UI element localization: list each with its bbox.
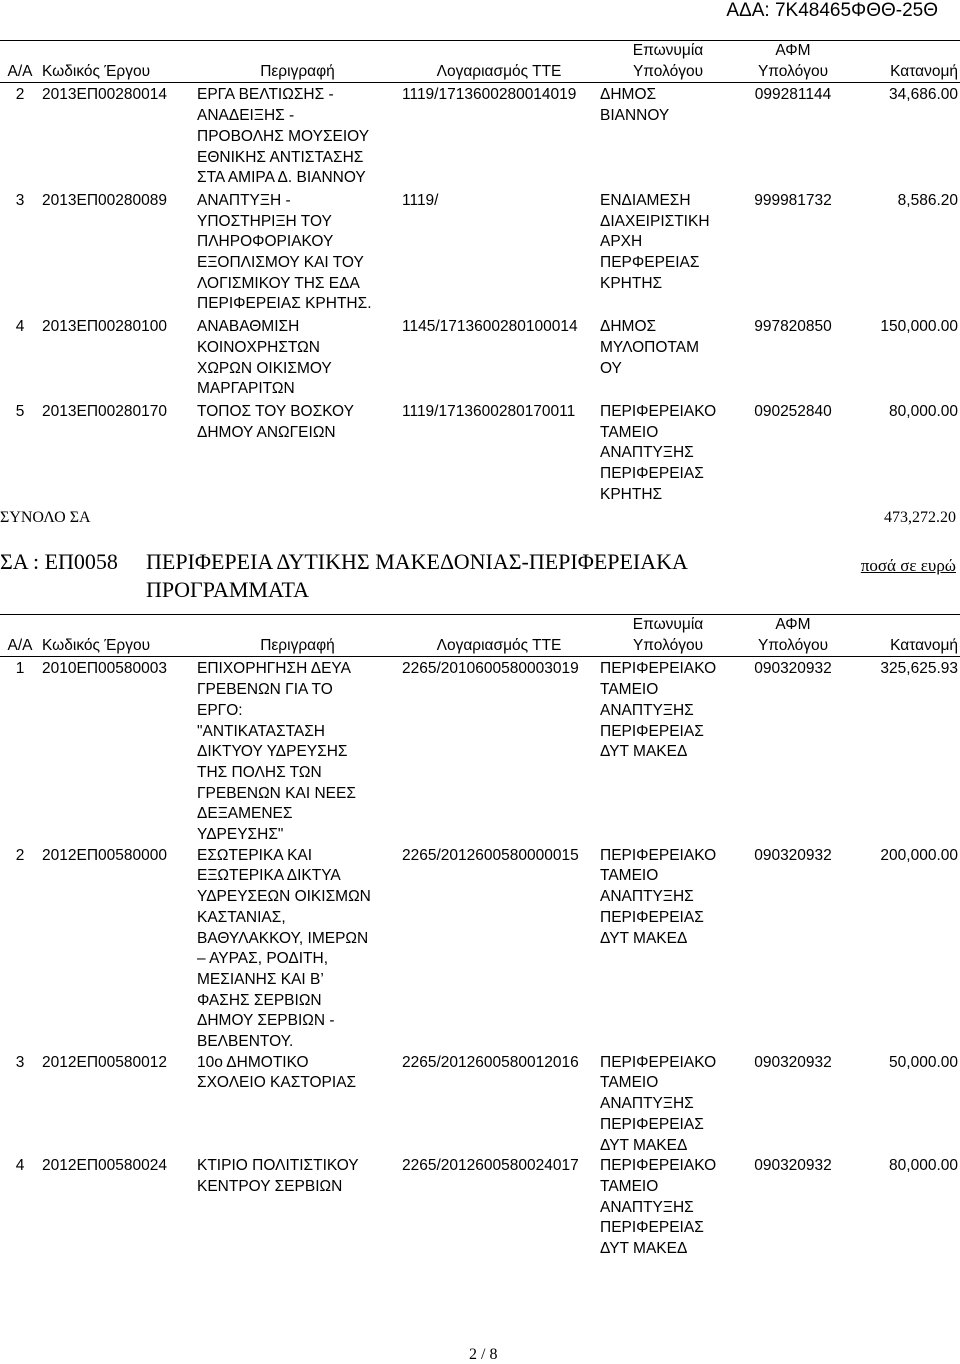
col-afm-line1: ΑΦΜ <box>775 616 811 633</box>
accountable-name-line: ΠΕΡΙΦΕΡΕΙΑΚΟ <box>600 402 717 420</box>
accountable-name-line: ΠΕΡΙΦΕΡΕΙΑΣ <box>600 1115 704 1133</box>
accountable-name-line: ΠΕΡΙΦΕΡΕΙΑΣ <box>600 465 704 483</box>
accountable-afm: 099281144 <box>754 86 832 104</box>
project-description <box>195 1156 400 1260</box>
project-description-line: ΕΣΩΤΕΡΙΚΑ ΚΑΙ <box>197 846 313 864</box>
project-description-line: ΜΑΡΓΑΡΙΤΩΝ <box>197 380 295 398</box>
table-row <box>0 402 960 508</box>
col-aa: Α/Α <box>0 41 40 83</box>
project-description-line: ΕΡΓΑ ΒΕΛΤΙΩΣΗΣ - <box>197 86 334 104</box>
accountable-afm: 997820850 <box>754 318 832 336</box>
accountable-name <box>598 846 738 1053</box>
project-description-line: ΚΕΝΤΡΟΥ ΣΕΡΒΙΩΝ <box>197 1177 343 1195</box>
accountable-name <box>598 191 738 317</box>
project-description-line: ΣΧΟΛΕΙΟ ΚΑΣΤΟΡΙΑΣ <box>197 1074 357 1092</box>
accountable-name-line: ΤΑΜΕΙΟ <box>600 867 659 885</box>
row-number: 3 <box>15 1053 25 1071</box>
row-number: 5 <box>15 402 25 420</box>
col-account: Λογαριασμός ΤΤΕ <box>400 41 598 83</box>
accountable-name-line: ΔΙΑΧΕΙΡΙΣΤΙΚΗ <box>600 212 710 230</box>
accountable-name-line: ΟΥ <box>600 359 622 377</box>
accountable-name-line: ΠΕΡΙΦΕΡΕΙΑΚΟ <box>600 660 717 678</box>
total-label: ΣΥΝΟΛΟ ΣΑ <box>0 509 91 526</box>
project-code: 2013ΕΠ00280014 <box>42 86 167 104</box>
ada-code: ΑΔΑ: 7Κ48465ΦΘΘ-25Θ <box>726 0 938 21</box>
project-description-line: ΜΕΣΙΑΝΗΣ ΚΑΙ Β’ <box>197 970 324 988</box>
col-amount: Κατανομή <box>848 41 960 83</box>
project-description <box>195 402 400 508</box>
project-description-line: ΓΡΕΒΕΝΩΝ ΚΑΙ ΝΕΕΣ <box>197 784 356 802</box>
project-description-line: ΕΘΝΙΚΗΣ ΑΝΤΙΣΤΑΣΗΣ <box>197 148 364 166</box>
row-number: 3 <box>15 191 25 209</box>
accountable-name-line: ΠΕΡΙΦΕΡΕΙΑΚΟ <box>600 846 717 864</box>
total-row <box>0 509 960 531</box>
accountable-name-line: ΔΥΤ ΜΑΚΕΔ <box>600 1136 688 1154</box>
project-description-line: ΛΟΓΙΣΜΙΚΟΥ ΤΗΣ ΕΔΑ <box>197 274 360 292</box>
col-name-line1: Επωνυμία <box>632 616 704 633</box>
accountable-name <box>598 402 738 508</box>
accountable-name-line: ΑΝΑΠΤΥΞΗΣ <box>600 701 694 719</box>
accountable-name-line: ΠΕΡΦΕΡΕΙΑΣ <box>600 254 700 272</box>
accountable-name-line: ΑΝΑΠΤΥΞΗΣ <box>600 1095 694 1113</box>
accountable-name-line: ΠΕΡΙΦΕΡΕΙΑΚΟ <box>600 1053 717 1071</box>
accountable-name-line: ΜΥΛΟΠΟΤΑΜ <box>600 338 700 356</box>
row-number: 2 <box>15 86 25 104</box>
project-description-line: ΔΗΜΟΥ ΣΕΡΒΙΩΝ - <box>197 1012 335 1030</box>
project-description-line: ΑΝΑΔΕΙΞΗΣ - <box>197 107 295 125</box>
accountable-name <box>598 83 738 191</box>
accountable-afm: 090252840 <box>754 402 832 420</box>
col-afm-line2: Υπολόγου <box>757 636 829 654</box>
table-row <box>0 191 960 317</box>
accountable-name <box>598 1053 738 1157</box>
accountable-name-line: ΑΝΑΠΤΥΞΗΣ <box>600 888 694 906</box>
projects-table-2 <box>0 614 960 1260</box>
allocation-amount: 80,000.00 <box>889 1157 958 1175</box>
project-description-line: – ΑΥΡΑΣ, ΡΟΔΙΤΗ, <box>197 950 329 968</box>
project-description-line: ΕΞΩΤΕΡΙΚΑ ΔΙΚΤΥΑ <box>197 867 341 885</box>
project-description-line: ΥΠΟΣΤΗΡΙΞΗ ΤΟΥ <box>197 212 332 230</box>
project-description <box>195 191 400 317</box>
project-description-line: ΚΤΙΡΙΟ ΠΟΛΙΤΙΣΤΙΚΟΥ <box>197 1157 359 1175</box>
project-code: 2010ΕΠ00580003 <box>42 660 167 678</box>
row-number: 4 <box>15 318 25 336</box>
project-description-line: ΚΟΙΝΟΧΡΗΣΤΩΝ <box>197 338 320 356</box>
project-description-line: ΕΡΓΟ: <box>197 701 243 719</box>
col-code: Κωδικός Έργου <box>40 615 195 657</box>
project-description-line: ΦΑΣΗΣ ΣΕΡΒΙΩΝ <box>197 991 322 1009</box>
col-name <box>598 41 738 83</box>
allocation-amount: 80,000.00 <box>889 402 958 420</box>
project-description-line: ΧΩΡΩΝ ΟΙΚΙΣΜΟΥ <box>197 359 332 377</box>
accountable-afm: 090320932 <box>754 1157 832 1175</box>
project-description-line: ΒΕΛΒΕΝΤΟΥ. <box>197 1033 294 1051</box>
table-row <box>0 1053 960 1157</box>
accountable-name <box>598 317 738 402</box>
project-description-line: ΔΕΞΑΜΕΝΕΣ <box>197 805 293 823</box>
project-description-line: ΥΔΡΕΥΣΕΩΝ ΟΙΚΙΣΜΩΝ <box>197 888 371 906</box>
project-description-line: ΠΕΡΙΦΕΡΕΙΑΣ ΚΡΗΤΗΣ. <box>197 295 372 313</box>
project-description-line: ΑΝΑΠΤΥΞΗ - <box>197 191 291 209</box>
accountable-name-line: ΔΥΤ ΜΑΚΕΔ <box>600 929 688 947</box>
accountable-name-line: ΚΡΗΤΗΣ <box>600 485 663 503</box>
accountable-name-line: ΑΝΑΠΤΥΞΗΣ <box>600 1198 694 1216</box>
project-description-line: ΒΑΘΥΛΑΚΚΟΥ, ΙΜΕΡΩΝ <box>197 929 369 947</box>
page-separator: / <box>481 1346 486 1363</box>
project-description <box>195 657 400 846</box>
project-description <box>195 1053 400 1157</box>
amount-unit-note: ποσά σε ευρώ <box>860 556 956 575</box>
accountable-name-line: ΒΙΑΝΝΟΥ <box>600 107 670 125</box>
project-description-line: ΓΡΕΒΕΝΩΝ ΓΙΑ ΤΟ <box>197 681 333 699</box>
col-amount: Κατανομή <box>848 615 960 657</box>
section-code: ΣΑ : ΕΠ0058 <box>0 549 118 574</box>
project-description <box>195 83 400 191</box>
tte-account: 1119/1713600280014019 <box>402 86 577 104</box>
project-code: 2012ΕΠ00580000 <box>42 846 167 864</box>
accountable-name-line: ΠΕΡΙΦΕΡΕΙΑΣ <box>600 722 704 740</box>
project-description <box>195 846 400 1053</box>
project-description-line: "ΑΝΤΙΚΑΤΑΣΤΑΣΗ <box>197 722 326 740</box>
accountable-name-line: ΚΡΗΤΗΣ <box>600 274 663 292</box>
project-description-line: ΤΗΣ ΠΟΛΗΣ ΤΩΝ <box>197 763 322 781</box>
page-number <box>469 1346 497 1364</box>
col-name-line1: Επωνυμία <box>632 42 704 59</box>
project-description-line: ΚΑΣΤΑΝΙΑΣ, <box>197 908 286 926</box>
accountable-name-line: ΔΥΤ ΜΑΚΕΔ <box>600 1240 688 1258</box>
section-name: ΠΕΡΙΦΕΡΕΙΑ ΔΥΤΙΚΗΣ ΜΑΚΕΔΟΝΙΑΣ-ΠΕΡΙΦΕΡΕΙΑΚΑ ΠΡΟΓΡΑΜΜΑΤΑ <box>146 549 687 602</box>
col-name-line2: Υπολόγου <box>632 636 704 654</box>
accountable-name-line: ΤΑΜΕΙΟ <box>600 681 659 699</box>
col-afm-line1: ΑΦΜ <box>775 42 811 59</box>
accountable-name-line: ΔΥΤ ΜΑΚΕΔ <box>600 743 688 761</box>
tte-account: 2265/2012600580012016 <box>402 1053 579 1071</box>
accountable-name-line: ΠΕΡΙΦΕΡΕΙΑΣ <box>600 1219 704 1237</box>
col-afm <box>738 41 848 83</box>
project-description-line: ΔΙΚΤΥΟΥ ΥΔΡΕΥΣΗΣ <box>197 743 348 761</box>
project-description-line: ΠΛΗΡΟΦΟΡΙΑΚΟΥ <box>197 233 334 251</box>
project-description-line: ΔΗΜΟΥ ΑΝΩΓΕΙΩΝ <box>197 423 336 441</box>
accountable-name-line: ΑΡΧΗ <box>600 233 643 251</box>
tte-account: 2265/2010600580003019 <box>402 660 579 678</box>
accountable-name-line: ΤΑΜΕΙΟ <box>600 1074 659 1092</box>
project-code: 2013ΕΠ00280089 <box>42 191 167 209</box>
accountable-afm: 090320932 <box>754 846 832 864</box>
accountable-name <box>598 657 738 846</box>
table-row <box>0 657 960 846</box>
total-value: 473,272.20 <box>884 509 956 526</box>
accountable-name-line: ΤΑΜΕΙΟ <box>600 423 659 441</box>
table-row <box>0 1156 960 1260</box>
project-description-line: 10ο ΔΗΜΟΤΙΚΟ <box>197 1053 309 1071</box>
table-header-row <box>0 41 960 83</box>
projects-table-1 <box>0 40 960 507</box>
accountable-name-line: ΑΝΑΠΤΥΞΗΣ <box>600 444 694 462</box>
row-number: 4 <box>15 1157 25 1175</box>
accountable-name-line: ΔΗΜΟΣ <box>600 318 657 336</box>
accountable-name-line: ΔΗΜΟΣ <box>600 86 657 104</box>
col-aa: Α/Α <box>0 615 40 657</box>
project-description-line: ΤΟΠΟΣ ΤΟΥ ΒΟΣΚΟΥ <box>197 402 354 420</box>
project-description-line: ΕΞΟΠΛΙΣΜΟΥ ΚΑΙ ΤΟΥ <box>197 254 364 272</box>
allocation-amount: 325,625.93 <box>880 660 958 678</box>
table-row <box>0 846 960 1053</box>
col-name <box>598 615 738 657</box>
tte-account: 1119/ <box>402 191 439 209</box>
allocation-amount: 34,686.00 <box>889 86 958 104</box>
accountable-afm: 090320932 <box>754 1053 832 1071</box>
tte-account: 2265/2012600580000015 <box>402 846 579 864</box>
project-description-line: ΣΤΑ ΑΜΙΡΑ Δ. ΒΙΑΝΝΟΥ <box>197 169 366 187</box>
table-row <box>0 317 960 402</box>
page-total: 8 <box>489 1346 498 1363</box>
col-account: Λογαριασμός ΤΤΕ <box>400 615 598 657</box>
accountable-name-line: ΕΝΔΙΑΜΕΣΗ <box>600 191 691 209</box>
page-current: 2 <box>469 1346 477 1363</box>
project-code: 2013ΕΠ00280100 <box>42 318 167 336</box>
col-desc: Περιγραφή <box>195 615 400 657</box>
accountable-name-line: ΠΕΡΙΦΕΡΕΙΑΣ <box>600 908 704 926</box>
allocation-amount: 8,586.20 <box>897 191 958 209</box>
accountable-name-line: ΤΑΜΕΙΟ <box>600 1177 659 1195</box>
accountable-afm: 090320932 <box>754 660 832 678</box>
accountable-name <box>598 1156 738 1260</box>
table-row <box>0 83 960 191</box>
project-code: 2013ΕΠ00280170 <box>42 402 167 420</box>
project-description-line: ΕΠΙΧΟΡΗΓΗΣΗ ΔΕΥΑ <box>197 660 351 678</box>
col-code: Κωδικός Έργου <box>40 41 195 83</box>
col-afm <box>738 615 848 657</box>
project-description <box>195 317 400 402</box>
row-number: 2 <box>15 846 25 864</box>
project-code: 2012ΕΠ00580024 <box>42 1157 167 1175</box>
allocation-amount: 50,000.00 <box>889 1053 958 1071</box>
project-description-line: ΥΔΡΕΥΣΗΣ" <box>197 826 284 844</box>
allocation-amount: 150,000.00 <box>880 318 958 336</box>
project-code: 2012ΕΠ00580012 <box>42 1053 167 1071</box>
accountable-name-line: ΠΕΡΙΦΕΡΕΙΑΚΟ <box>600 1157 717 1175</box>
accountable-afm: 999981732 <box>754 191 832 209</box>
project-description-line: ΑΝΑΒΑΘΜΙΣΗ <box>197 318 300 336</box>
tte-account: 1145/1713600280100014 <box>402 318 578 336</box>
tte-account: 2265/2012600580024017 <box>402 1157 579 1175</box>
table-header-row <box>0 615 960 657</box>
col-name-line2: Υπολόγου <box>632 62 704 80</box>
allocation-amount: 200,000.00 <box>880 846 958 864</box>
tte-account: 1119/1713600280170011 <box>402 402 576 420</box>
project-description-line: ΠΡΟΒΟΛΗΣ ΜΟΥΣΕΙΟΥ <box>197 127 370 145</box>
col-desc: Περιγραφή <box>195 41 400 83</box>
col-afm-line2: Υπολόγου <box>757 62 829 80</box>
row-number: 1 <box>15 660 25 678</box>
